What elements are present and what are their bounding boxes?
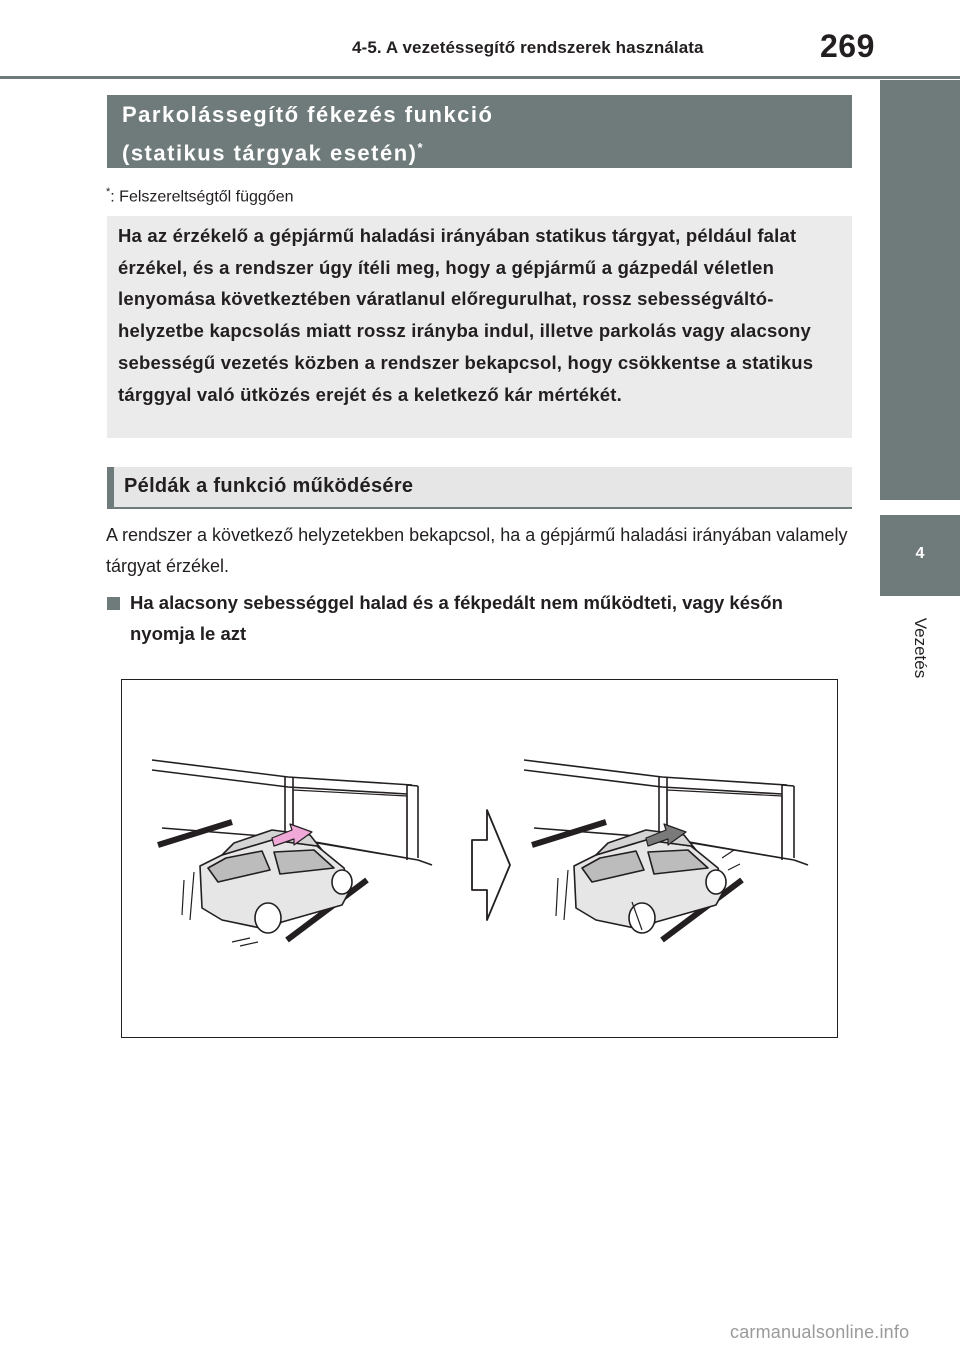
bullet-square-icon	[107, 597, 120, 610]
wall-rail-top	[524, 760, 787, 785]
section-title-line2: (statikus tárgyak esetén)	[122, 140, 418, 166]
section-title-line1: Parkolássegítő fékezés funkció	[122, 102, 494, 127]
wall-post-right	[407, 785, 418, 860]
footnote-marker: *	[106, 186, 111, 198]
bullet-heading: Ha alacsony sebességgel halad és a fékpedált nem működteti, vagy későn nyomja le azt	[130, 592, 783, 644]
footnote-text: : Felszereltségtől függően	[110, 188, 294, 206]
chapter-tab-number	[880, 515, 960, 596]
subsection-accent	[107, 467, 114, 507]
parking-brake-illustration	[122, 680, 837, 1037]
scene-before	[152, 760, 432, 946]
transition-arrow-icon	[472, 810, 510, 920]
intro-text: Ha az érzékelő a gépjármű haladási irányában statikus tárgyat, például falat érzékel, és a rendszer úgy ítéli meg, hogy a gépjármű a gázpedál véletlen lenyomása következtében váratlanul előregurulhat, rossz sebességváltó-helyzetbe kapcsolás miatt rossz irányba indul, illetve parkolás vagy alacsony sebességű vezetés közben a rendszer bekapcsol, hogy csökkentse a statikus tárggyal való ütközés erejét és a keletkező kár mértékét.	[118, 225, 814, 405]
chapter-number: 4	[915, 545, 925, 562]
body-paragraph: A rendszer a következő helyzetekben bekapcsol, ha a gépjármű haladási irányában valamely tárgyat érzékel.	[106, 525, 848, 576]
section-title	[122, 98, 493, 169]
chapter-tab-upper	[880, 80, 960, 500]
watermark: carmanualsonline.info	[730, 1322, 910, 1342]
page-number: 269	[820, 28, 875, 64]
car-wheel-front	[332, 870, 352, 894]
illustration-frame	[121, 679, 838, 1038]
subsection-rule	[107, 507, 852, 509]
title-footnote-marker: *	[417, 140, 423, 155]
subsection-heading: Példák a funkció működésére	[124, 475, 414, 497]
chapter-name: Vezetés	[911, 617, 930, 679]
header-rule	[0, 76, 960, 79]
car-wheel-front	[706, 870, 726, 894]
footnote	[106, 186, 294, 206]
parking-line-left	[158, 822, 232, 845]
wall-post-right	[782, 785, 794, 860]
car-wheel-rear	[255, 903, 281, 933]
running-header-section: 4-5. A vezetéssegítő rendszerek használata	[352, 38, 704, 57]
scene-after	[524, 760, 808, 940]
wall-rail-top	[152, 760, 412, 785]
